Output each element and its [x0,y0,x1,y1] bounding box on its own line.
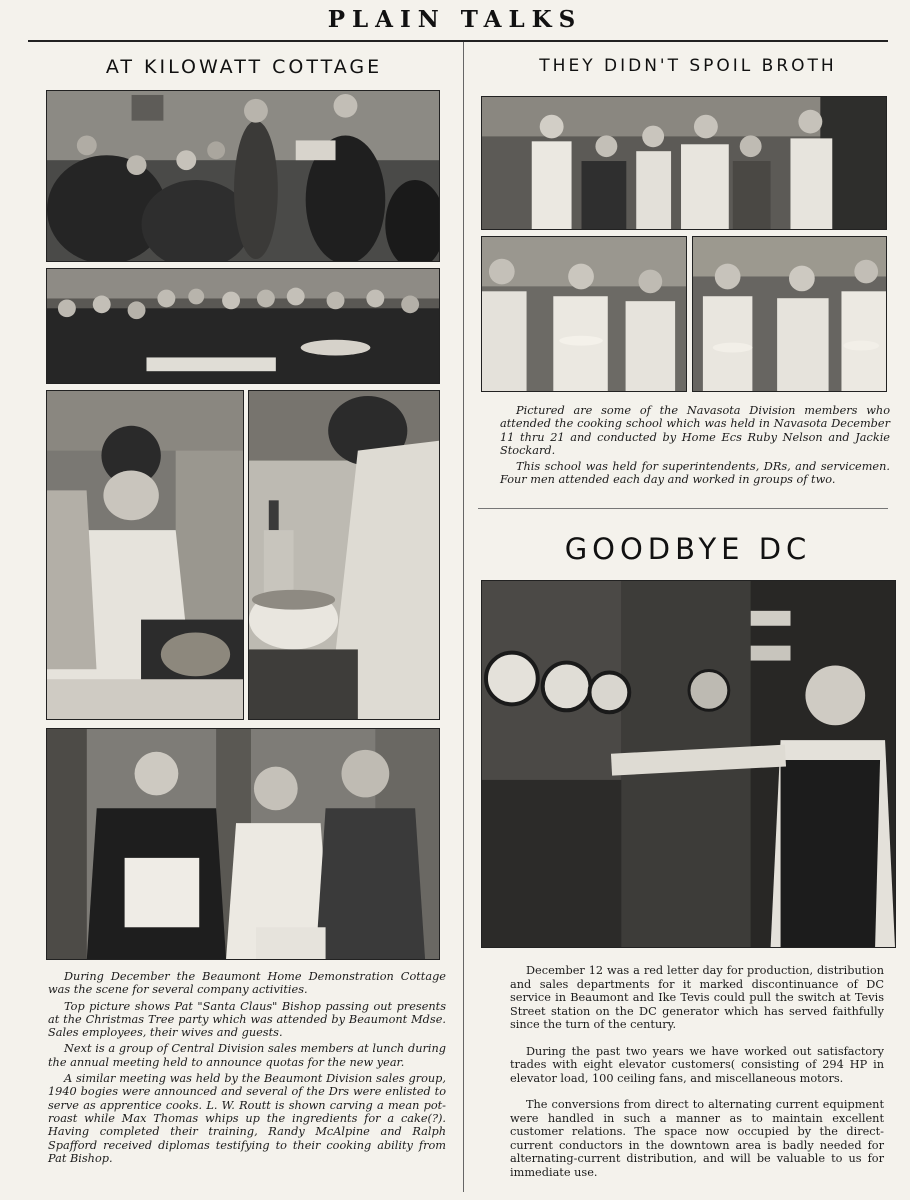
column-divider [463,42,464,1192]
masthead-title: PLAIN TALKS [327,6,583,33]
left-caption-paragraph: Next is a group of Central Division sales members at lunch during the annual meeting held to announce quotas for the new year. [48,1042,446,1069]
cooks-plates-photo-right [692,236,887,392]
left-caption [48,970,446,1168]
left-caption-paragraph: During December the Beaumont Home Demonstration Cottage was the scene for several company activities. [48,970,446,997]
goodbye-body [510,964,884,1192]
cooks-group-photo [481,96,887,230]
lunch-group-photo [46,268,440,384]
top-rule [28,40,888,42]
right-top-caption-paragraph: Pictured are some of the Navasota Division members who attended the cooking school which was held in Navasota December 11 thru 21 and conducted by Home Ecs Ruby Nelson and Jackie Stockard. [500,404,890,457]
carving-photo [46,390,244,720]
right-top-caption-paragraph: This school was held for superintendents, DRs, and servicemen. Four men attended each day and worked in groups of two. [500,460,890,487]
left-caption-paragraph: Top picture shows Pat "Santa Claus" Bishop passing out presents at the Christmas Tree party which was attended by Beaumont Mdse. Sales employees, their wives and guests. [48,999,446,1040]
right-top-heading: THEY DIDN'T SPOIL BROTH [539,56,837,76]
christmas-party-photo [46,90,440,262]
goodbye-paragraph: The conversions from direct to alternating current equipment were handled in such a manner as to maintain excellent customer relations. The space now occupied by the direct-current conductors in the downtown area is badly needed for alternating-current distribution, and will be valuable to us for immediate use. [510,1098,884,1179]
left-caption-paragraph: A similar meeting was held by the Beaumont Division sales group, 1940 bogies were announced and several of the Drs were enlisted to serve as apprentice cooks. L. W. Routt is shown carving a mean pot-roast while Max Thomas whips up the ingredients for a cake(?). Having completed their training, Randy McAlpine and Ralph Spafford received diplomas testifying to their cooking ability from Pat Bishop. [48,1072,446,1165]
section-divider [478,508,888,509]
diploma-photo [46,728,440,960]
cooks-plates-photo-left [481,236,687,392]
switchboard-photo [481,580,896,948]
mixing-photo [248,390,440,720]
left-heading: AT KILOWATT COTTAGE [105,56,383,78]
right-top-caption [500,404,890,490]
goodbye-heading: GOODBYE DC [564,532,812,566]
goodbye-paragraph: December 12 was a red letter day for production, distribution and sales departments for it marked discontinuance of DC service in Beaumont and Ike Tevis could pull the switch at Tevis Street station on the DC generator which has served faithfully since the turn of the century. [510,964,884,1031]
goodbye-paragraph: During the past two years we have worked out satisfactory trades with eight elevator customers( consisting of 294 HP in elevator load, 100 ceiling fans, and miscellaneous motors. [510,1044,884,1085]
